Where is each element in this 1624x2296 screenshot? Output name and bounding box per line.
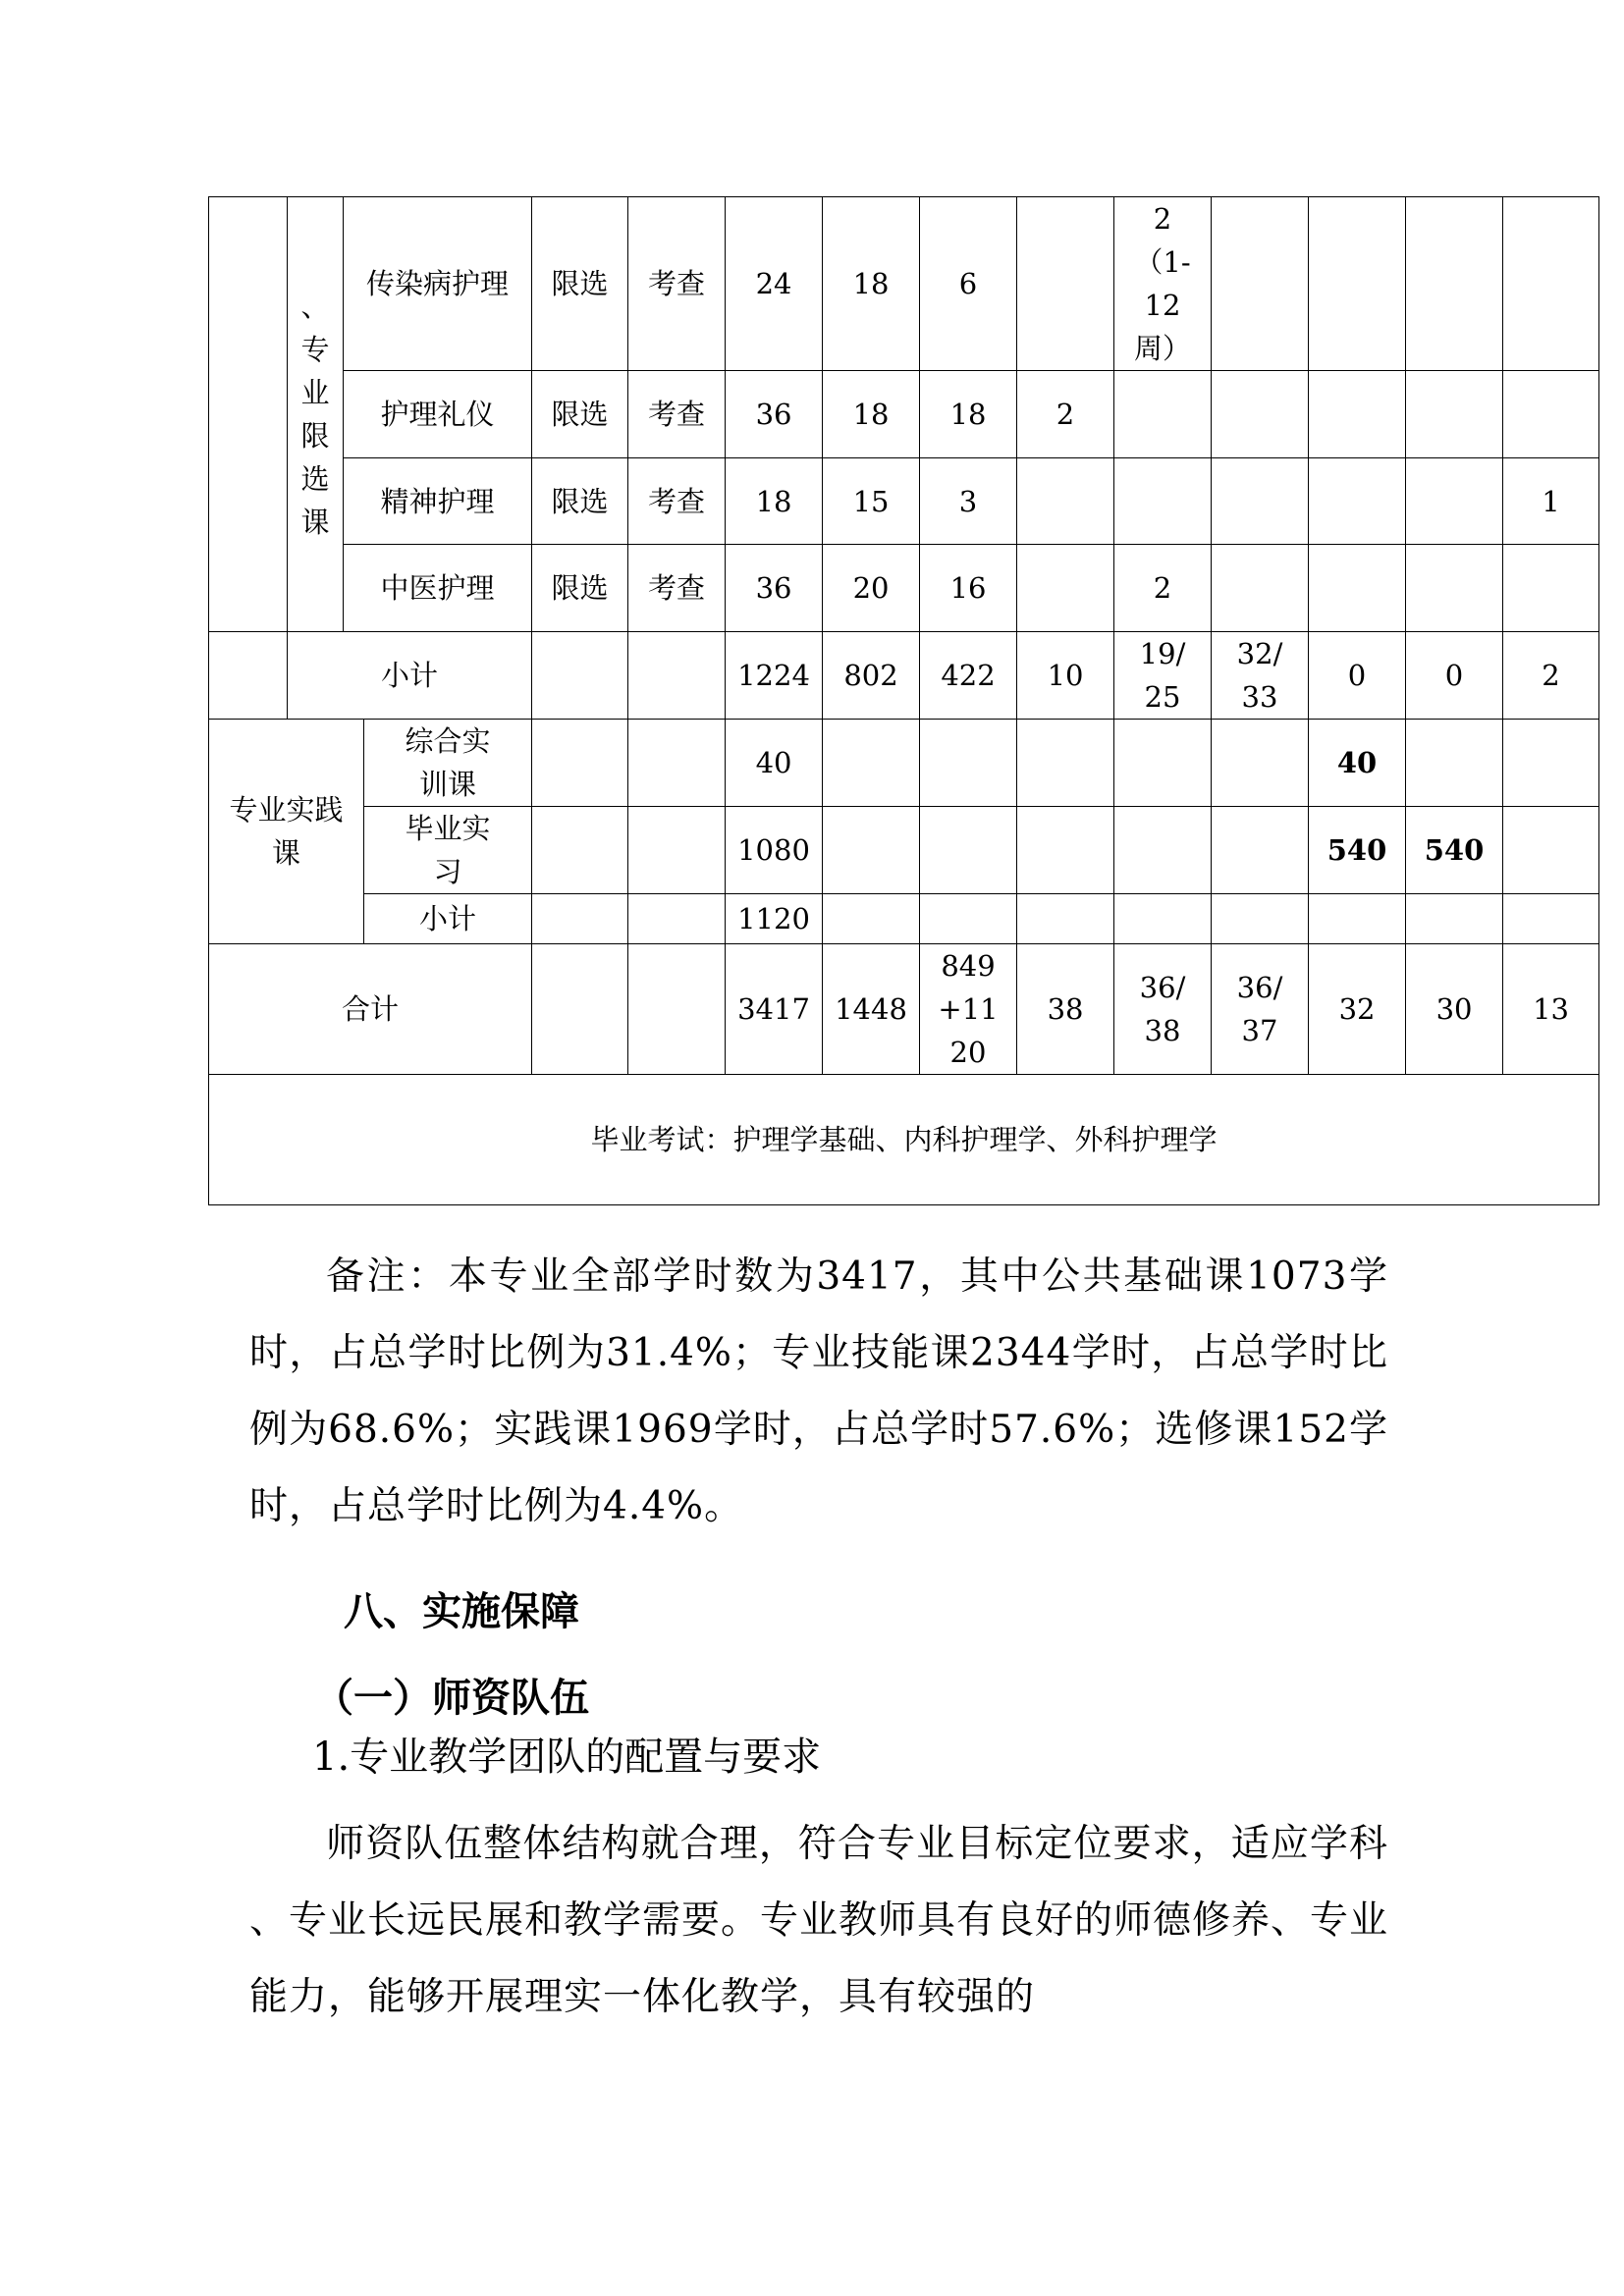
semester-1 bbox=[1017, 458, 1114, 545]
semester-4: 0 bbox=[1309, 632, 1406, 720]
course-name: 护理礼仪 bbox=[344, 371, 532, 458]
practice-hours: 16 bbox=[920, 545, 1017, 632]
semester-4 bbox=[1309, 458, 1406, 545]
semester-6 bbox=[1503, 807, 1599, 894]
item-heading: 1.专业教学团队的配置与要求 bbox=[312, 1735, 822, 1780]
semester-5 bbox=[1406, 458, 1503, 545]
semester-3 bbox=[1212, 458, 1309, 545]
practice-hours: 3 bbox=[920, 458, 1017, 545]
subtotal-label: 小计 bbox=[288, 632, 532, 720]
theory-hours: 802 bbox=[823, 632, 920, 720]
assess-type bbox=[628, 720, 726, 807]
semester-5: 30 bbox=[1406, 944, 1503, 1075]
semester-4 bbox=[1309, 894, 1406, 944]
course-type: 限选 bbox=[532, 545, 628, 632]
total-hours: 1224 bbox=[726, 632, 823, 720]
course-type: 限选 bbox=[532, 371, 628, 458]
practice-hours bbox=[920, 720, 1017, 807]
semester-2: 2 bbox=[1114, 545, 1212, 632]
assess-type: 考查 bbox=[628, 197, 726, 371]
assess-type: 考查 bbox=[628, 545, 726, 632]
theory-hours: 1448 bbox=[823, 944, 920, 1075]
semester-6: 2 bbox=[1503, 632, 1599, 720]
practice-hours: 422 bbox=[920, 632, 1017, 720]
semester-5 bbox=[1406, 197, 1503, 371]
course-name: 中医护理 bbox=[344, 545, 532, 632]
practice-hours: 18 bbox=[920, 371, 1017, 458]
semester-2: 36/38 bbox=[1114, 944, 1212, 1075]
semester-5 bbox=[1406, 894, 1503, 944]
assess-type: 考查 bbox=[628, 371, 726, 458]
course-name: 精神护理 bbox=[344, 458, 532, 545]
table-row bbox=[209, 807, 1599, 894]
semester-1 bbox=[1017, 545, 1114, 632]
semester-4: 32 bbox=[1309, 944, 1406, 1075]
semester-4: 40 bbox=[1309, 720, 1406, 807]
semester-1 bbox=[1017, 894, 1114, 944]
body-paragraph: 师资队伍整体结构就合理，符合专业目标定位要求，适应学科 、专业长远民展和教学需要。专业教师具有良好的师德修养、专业能力，能够开展理实一体化教学，具有较强的 bbox=[249, 1822, 1389, 2019]
semester-6 bbox=[1503, 197, 1599, 371]
graduation-exam: 毕业考试：护理学基础、内科护理学、外科护理学 bbox=[209, 1075, 1599, 1205]
semester-3 bbox=[1212, 894, 1309, 944]
assess-type bbox=[628, 807, 726, 894]
assess-type bbox=[628, 894, 726, 944]
course-type: 限选 bbox=[532, 197, 628, 371]
theory-hours bbox=[823, 807, 920, 894]
semester-6 bbox=[1503, 371, 1599, 458]
practice-hours: 6 bbox=[920, 197, 1017, 371]
total-hours: 1120 bbox=[726, 894, 823, 944]
total-hours: 40 bbox=[726, 720, 823, 807]
subtotal-row bbox=[209, 894, 1599, 944]
table-row bbox=[209, 197, 1599, 371]
section-heading: 八、实施保障 bbox=[344, 1588, 579, 1634]
course-name: 传染病护理 bbox=[344, 197, 532, 371]
semester-2: 2（1-12周） bbox=[1114, 197, 1212, 371]
semester-4: 540 bbox=[1309, 807, 1406, 894]
semester-3 bbox=[1212, 371, 1309, 458]
semester-6 bbox=[1503, 720, 1599, 807]
course-type bbox=[532, 632, 628, 720]
semester-1: 10 bbox=[1017, 632, 1114, 720]
semester-2 bbox=[1114, 807, 1212, 894]
table-cell bbox=[209, 197, 288, 632]
course-type: 限选 bbox=[532, 458, 628, 545]
total-hours: 36 bbox=[726, 371, 823, 458]
course-type bbox=[532, 944, 628, 1075]
theory-hours: 18 bbox=[823, 197, 920, 371]
semester-1: 38 bbox=[1017, 944, 1114, 1075]
course-name: 综合实训课 bbox=[364, 720, 532, 807]
semester-3 bbox=[1212, 807, 1309, 894]
subsection-heading: （一）师资队伍 bbox=[314, 1675, 589, 1721]
semester-1 bbox=[1017, 197, 1114, 371]
total-row bbox=[209, 944, 1599, 1075]
semester-1: 2 bbox=[1017, 371, 1114, 458]
semester-2 bbox=[1114, 458, 1212, 545]
semester-2: 19/25 bbox=[1114, 632, 1212, 720]
semester-3: 36/37 bbox=[1212, 944, 1309, 1075]
semester-2 bbox=[1114, 371, 1212, 458]
total-hours: 3417 bbox=[726, 944, 823, 1075]
semester-5: 540 bbox=[1406, 807, 1503, 894]
subtotal-row bbox=[209, 632, 1599, 720]
semester-3 bbox=[1212, 545, 1309, 632]
semester-1 bbox=[1017, 807, 1114, 894]
semester-3 bbox=[1212, 720, 1309, 807]
theory-hours bbox=[823, 720, 920, 807]
practice-hours: 849+1120 bbox=[920, 944, 1017, 1075]
subtotal-label: 小计 bbox=[364, 894, 532, 944]
semester-6: 13 bbox=[1503, 944, 1599, 1075]
theory-hours bbox=[823, 894, 920, 944]
course-name: 毕业实习 bbox=[364, 807, 532, 894]
semester-4 bbox=[1309, 371, 1406, 458]
course-type bbox=[532, 807, 628, 894]
course-type bbox=[532, 894, 628, 944]
practice-hours bbox=[920, 807, 1017, 894]
course-type bbox=[532, 720, 628, 807]
assess-type bbox=[628, 944, 726, 1075]
total-hours: 18 bbox=[726, 458, 823, 545]
semester-3 bbox=[1212, 197, 1309, 371]
practice-group-label: 专业实践课 bbox=[209, 720, 364, 944]
semester-6 bbox=[1503, 545, 1599, 632]
semester-5 bbox=[1406, 720, 1503, 807]
total-hours: 36 bbox=[726, 545, 823, 632]
theory-hours: 15 bbox=[823, 458, 920, 545]
course-plan-table bbox=[208, 196, 1599, 1205]
table-row bbox=[209, 371, 1599, 458]
practice-hours bbox=[920, 894, 1017, 944]
table-row bbox=[209, 545, 1599, 632]
note-paragraph: 备注：本专业全部学时数为3417，其中公共基础课1073学时，占总学时比例为31.4%；专业技能课2344学时，占总学时比例为68.6%；实践课1969学时，占总学时57.6%；选修课152学时，占总学时比例为4.4%。 bbox=[249, 1255, 1388, 1528]
table-row bbox=[209, 720, 1599, 807]
semester-5: 0 bbox=[1406, 632, 1503, 720]
semester-2 bbox=[1114, 720, 1212, 807]
exam-row bbox=[209, 1075, 1599, 1205]
total-label: 合计 bbox=[209, 944, 532, 1075]
semester-3: 32/33 bbox=[1212, 632, 1309, 720]
total-hours: 24 bbox=[726, 197, 823, 371]
semester-6 bbox=[1503, 894, 1599, 944]
assess-type: 考查 bbox=[628, 458, 726, 545]
semester-2 bbox=[1114, 894, 1212, 944]
group-label: 、专业限选课 bbox=[288, 197, 344, 632]
semester-5 bbox=[1406, 545, 1503, 632]
semester-4 bbox=[1309, 197, 1406, 371]
semester-6: 1 bbox=[1503, 458, 1599, 545]
semester-5 bbox=[1406, 371, 1503, 458]
theory-hours: 20 bbox=[823, 545, 920, 632]
semester-1 bbox=[1017, 720, 1114, 807]
table-cell bbox=[209, 632, 288, 720]
assess-type bbox=[628, 632, 726, 720]
semester-4 bbox=[1309, 545, 1406, 632]
table-row bbox=[209, 458, 1599, 545]
theory-hours: 18 bbox=[823, 371, 920, 458]
total-hours: 1080 bbox=[726, 807, 823, 894]
